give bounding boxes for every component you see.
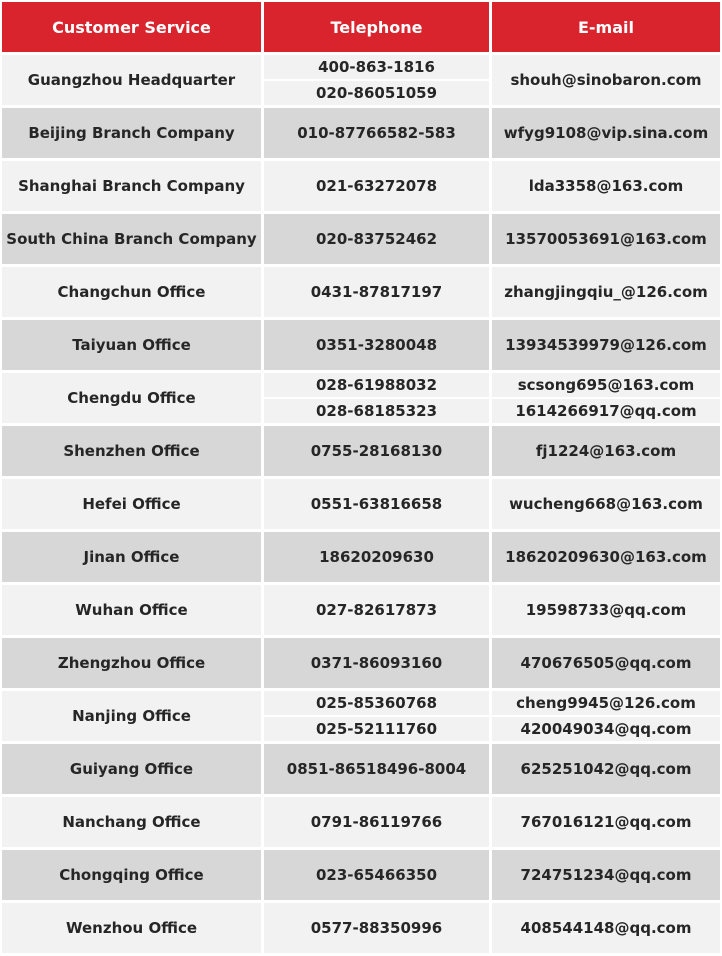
telephone-number: 18620209630: [319, 548, 434, 566]
table-header-row: [2, 2, 720, 52]
office-name: Guiyang Office: [2, 744, 261, 794]
table-row: [2, 55, 720, 105]
email-address[interactable]: shouh@sinobaron.com: [510, 71, 702, 89]
email-address-cell: [492, 479, 720, 529]
email-address[interactable]: 767016121@qq.com: [520, 813, 692, 831]
office-name: Taiyuan Office: [2, 320, 261, 370]
email-address-cell: [492, 903, 720, 953]
telephone-number-cell: [264, 532, 489, 582]
table-row: [2, 638, 720, 688]
email-address[interactable]: cheng9945@126.com: [516, 694, 696, 712]
table-row: [2, 320, 720, 370]
telephone-number: 027-82617873: [315, 601, 438, 619]
telephone-number: 021-63272078: [315, 177, 438, 195]
telephone-number-cell: [264, 55, 489, 105]
header-customer-service: Customer Service: [2, 2, 261, 52]
header-email: E-mail: [492, 2, 720, 52]
email-address[interactable]: 18620209630@163.com: [505, 548, 707, 566]
email-address[interactable]: 724751234@qq.com: [520, 866, 692, 884]
office-name: Beijing Branch Company: [2, 108, 261, 158]
email-address-cell: [492, 744, 720, 794]
table-row: [2, 267, 720, 317]
email-address[interactable]: 13934539979@126.com: [505, 336, 707, 354]
telephone-number-cell: [264, 691, 489, 741]
email-address-cell: [492, 426, 720, 476]
table-row: [2, 108, 720, 158]
telephone-number: 0577-88350996: [310, 919, 443, 937]
email-address[interactable]: wfyg9108@vip.sina.com: [503, 124, 709, 142]
table-row: [2, 426, 720, 476]
telephone-number: 0351-3280048: [315, 336, 438, 354]
email-address[interactable]: scsong695@163.com: [517, 376, 695, 394]
telephone-number: 025-85360768: [315, 694, 438, 712]
email-address-cell: [492, 585, 720, 635]
email-address-cell: [492, 797, 720, 847]
table-row: [2, 479, 720, 529]
office-name: Wenzhou Office: [2, 903, 261, 953]
telephone-number: 0755-28168130: [310, 442, 443, 460]
table-row: [2, 532, 720, 582]
table-row: [2, 903, 720, 953]
telephone-number: 023-65466350: [315, 866, 438, 884]
office-name: Shenzhen Office: [2, 426, 261, 476]
email-address[interactable]: zhangjingqiu_@126.com: [504, 283, 708, 301]
email-address[interactable]: 408544148@qq.com: [520, 919, 692, 937]
telephone-number-cell: [264, 373, 489, 423]
email-address-cell: [492, 55, 720, 105]
email-address-cell: [492, 638, 720, 688]
email-address-cell: [492, 108, 720, 158]
telephone-number: 0851-86518496-8004: [286, 760, 467, 778]
telephone-number-cell: [264, 638, 489, 688]
email-address[interactable]: 470676505@qq.com: [520, 654, 692, 672]
email-address-cell: [492, 214, 720, 264]
email-address[interactable]: 625251042@qq.com: [520, 760, 692, 778]
email-address-cell: [492, 850, 720, 900]
header-telephone: Telephone: [264, 2, 489, 52]
office-name: Nanjing Office: [2, 691, 261, 741]
office-name: South China Branch Company: [2, 214, 261, 264]
table-row: [2, 744, 720, 794]
email-address-cell: [492, 161, 720, 211]
telephone-number: 025-52111760: [264, 715, 489, 741]
office-name: Jinan Office: [2, 532, 261, 582]
table-row: [2, 850, 720, 900]
telephone-number: 028-68185323: [264, 397, 489, 423]
office-name: Guangzhou Headquarter: [2, 55, 261, 105]
table-row: [2, 161, 720, 211]
telephone-number: 0551-63816658: [310, 495, 443, 513]
email-address[interactable]: wucheng668@163.com: [509, 495, 703, 513]
office-name: Chongqing Office: [2, 850, 261, 900]
email-address-cell: [492, 691, 720, 741]
table-row: [2, 691, 720, 741]
telephone-number: 0791-86119766: [310, 813, 443, 831]
telephone-number-cell: [264, 161, 489, 211]
table-row: [2, 373, 720, 423]
telephone-number-cell: [264, 479, 489, 529]
office-name: Wuhan Office: [2, 585, 261, 635]
email-address-cell: [492, 373, 720, 423]
telephone-number-cell: [264, 267, 489, 317]
telephone-number: 010-87766582-583: [297, 124, 456, 142]
telephone-number: 400-863-1816: [318, 58, 435, 76]
office-name: Zhengzhou Office: [2, 638, 261, 688]
telephone-number-cell: [264, 426, 489, 476]
telephone-number: 0431-87817197: [310, 283, 443, 301]
email-address-cell: [492, 320, 720, 370]
telephone-number-cell: [264, 320, 489, 370]
table-body: [2, 55, 720, 953]
office-name: Chengdu Office: [2, 373, 261, 423]
email-address[interactable]: 13570053691@163.com: [505, 230, 707, 248]
office-name: Hefei Office: [2, 479, 261, 529]
email-address[interactable]: 420049034@qq.com: [492, 715, 720, 741]
telephone-number: 020-83752462: [315, 230, 438, 248]
email-address[interactable]: fj1224@163.com: [535, 442, 677, 460]
office-name: Shanghai Branch Company: [2, 161, 261, 211]
telephone-number: 028-61988032: [315, 376, 438, 394]
telephone-number-cell: [264, 744, 489, 794]
office-name: Nanchang Office: [2, 797, 261, 847]
email-address[interactable]: 19598733@qq.com: [525, 601, 687, 619]
email-address-cell: [492, 532, 720, 582]
telephone-number-cell: [264, 214, 489, 264]
email-address-cell: [492, 267, 720, 317]
table-row: [2, 585, 720, 635]
telephone-number-cell: [264, 797, 489, 847]
telephone-number-cell: [264, 850, 489, 900]
email-address[interactable]: lda3358@163.com: [528, 177, 684, 195]
telephone-number: 020-86051059: [264, 79, 489, 105]
telephone-number-cell: [264, 903, 489, 953]
table-row: [2, 214, 720, 264]
email-address[interactable]: 1614266917@qq.com: [492, 397, 720, 423]
telephone-number-cell: [264, 108, 489, 158]
office-name: Changchun Office: [2, 267, 261, 317]
telephone-number: 0371-86093160: [310, 654, 443, 672]
table-row: [2, 797, 720, 847]
telephone-number-cell: [264, 585, 489, 635]
